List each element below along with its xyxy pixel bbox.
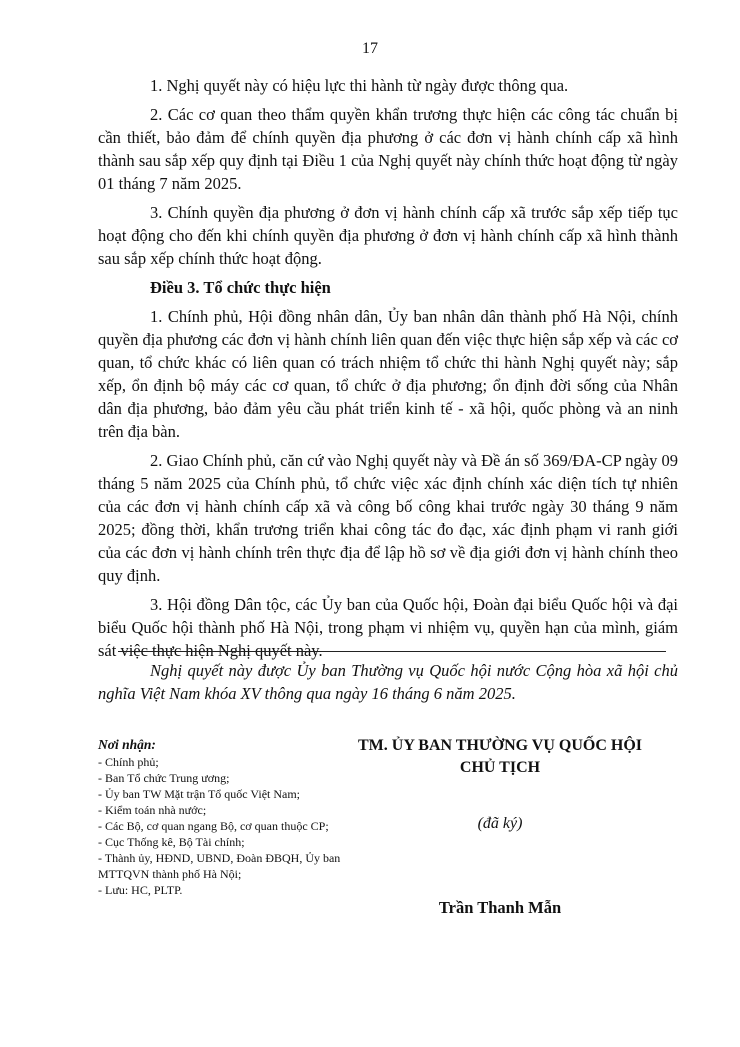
recipient-item: - Chính phủ; [98,755,159,769]
article-3-heading: Điều 3. Tổ chức thực hiện [150,278,331,297]
paragraph-implementation-1: 1. Chính phủ, Hội đồng nhân dân, Ủy ban nhân dân thành phố Hà Nội, chính quyền địa phương các đơn vị hành chính liên quan đến việc thực hiện sắp xếp và các cơ quan, tổ chức khác có liên quan có trách nhiệm tổ chức thi hành Nghị quyết này; sắp xếp, ổn định bộ máy các cơ quan, tổ chức ở địa phương; ổn định đời sống của Nhân dân địa phương, bảo đảm yêu cầu phát triển kinh tế - xã hội, quốc phòng và an ninh trên địa bàn. [98,307,678,441]
recipient-item: - Kiểm toán nhà nước; [98,803,207,817]
recipient-item: - Ban Tổ chức Trung ương; [98,771,230,785]
signed-note: (đã ký) [477,815,523,832]
recipient-item: - Các Bộ, cơ quan ngang Bộ, cơ quan thuộc CP; [98,819,329,833]
paragraph-effectiveness: 1. Nghị quyết này có hiệu lực thi hành từ ngày được thông qua. [150,76,569,95]
recipient-item: - Ủy ban TW Mặt trận Tổ quốc Việt Nam; [98,787,301,801]
page-number: 17 [362,40,378,57]
closing-statement: Nghị quyết này được Ủy ban Thường vụ Quốc hội nước Cộng hòa xã hội chủ nghĩa Việt Nam khóa XV thông qua ngày 16 tháng 6 năm 2025. [98,661,678,703]
divider [118,651,666,652]
paragraph-transition: 3. Chính quyền địa phương ở đơn vị hành chính cấp xã trước sắp xếp tiếp tục hoạt động cho đến khi chính quyền địa phương ở đơn vị hành chính cấp xã hình thành sau sắp xếp chính thức hoạt động. [98,203,678,268]
paragraph-implementation-2: 2. Giao Chính phủ, căn cứ vào Nghị quyết này và Đề án số 369/ĐA-CP ngày 09 tháng 5 năm 2025 của Chính phủ, tổ chức việc xác định chính xác diện tích tự nhiên của các đơn vị hành chính cấp xã và công bố công khai trước ngày 30 tháng 9 năm 2025; đồng thời, khẩn trương triển khai công tác đo đạc, xác định phạm vi ranh giới của các đơn vị hành chính trên thực địa để lập hồ sơ về địa giới đơn vị hành chính theo quy định. [98,451,678,585]
paragraph-preparation: 2. Các cơ quan theo thẩm quyền khẩn trương thực hiện các công tác chuẩn bị cần thiết, bảo đảm để chính quyền địa phương ở các đơn vị hành chính cấp xã hình thành sau sắp xếp quy định tại Điều 1 của Nghị quyết này chính thức hoạt động từ ngày 01 tháng 7 năm 2025. [98,105,678,193]
recipient-item: - Thành ủy, HĐND, UBND, Đoàn ĐBQH, Ủy ban MTTQVN thành phố Hà Nội; [98,851,341,881]
paragraph-implementation-3: 3. Hội đồng Dân tộc, các Ủy ban của Quốc hội, Đoàn đại biểu Quốc hội và đại biểu Quốc hội thành phố Hà Nội, trong phạm vi nhiệm vụ, quyền hạn của mình, giám sát việc thực hiện Nghị quyết này. [98,595,678,660]
recipient-item: - Cục Thống kê, Bộ Tài chính; [98,835,245,849]
recipients-block [98,737,360,898]
signature-block [330,735,670,779]
signature-position: CHỦ TỊCH [459,759,541,776]
signature-authority: TM. ỦY BAN THƯỜNG VỤ QUỐC HỘI [357,737,642,754]
recipient-item: - Lưu: HC, PLTP. [98,883,183,897]
recipients-list [98,754,360,898]
document-body [98,74,678,668]
signer-name: Trần Thanh Mẫn [438,898,562,917]
recipients-title: Nơi nhận: [98,737,156,752]
